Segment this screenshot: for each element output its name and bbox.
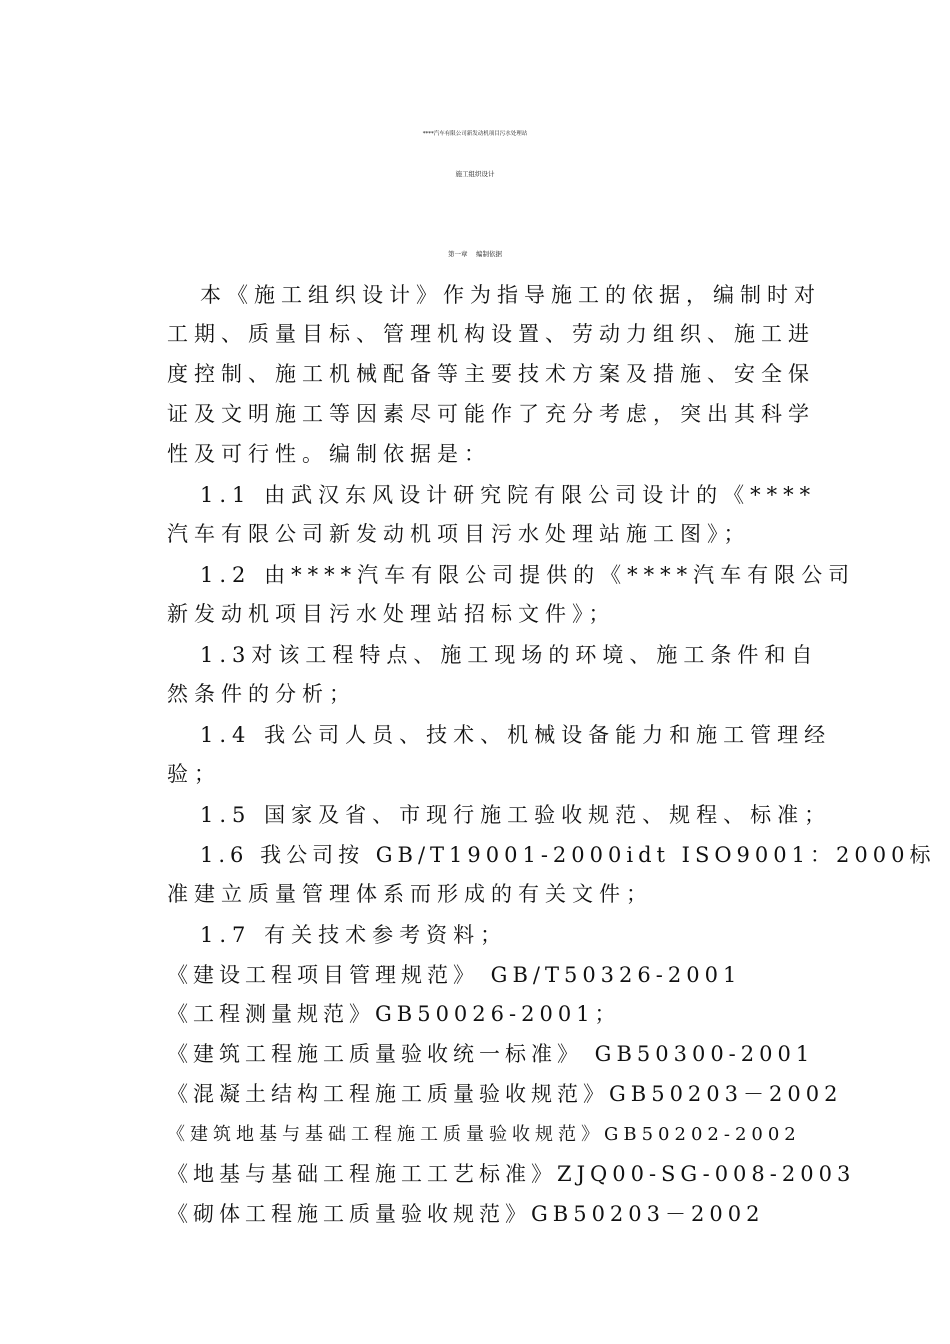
reference-item: 《建筑工程施工质量验收统一标准》 GB50300-2001: [167, 1042, 815, 1066]
reference-item: 《建设工程项目管理规范》 GB/T50326-2001: [167, 963, 742, 987]
item-1-4-line-2: 验；: [167, 762, 221, 786]
intro-line-2: 工期、质量目标、管理机构设置、劳动力组织、施工进: [167, 322, 815, 346]
document-subtitle: 施工组织设计: [455, 170, 495, 178]
item-1-2-line-1: 1.2 由****汽车有限公司提供的《****汽车有限公司: [200, 563, 856, 587]
item-1-4-line-1: 1.4 我公司人员、技术、机械设备能力和施工管理经: [200, 723, 832, 747]
item-1-1-line-1: 1.1 由武汉东风设计研究院有限公司设计的《****: [200, 483, 817, 507]
item-1-6-line-1: 1.6 我公司按 GB/T19001-2000idt ISO9001：2000标: [200, 843, 936, 867]
item-1-7-line-1: 1.7 有关技术参考资料；: [200, 923, 508, 947]
intro-line-3: 度控制、施工机械配备等主要技术方案及措施、安全保: [167, 362, 815, 386]
chapter-heading: 第一章 编制依据: [447, 250, 503, 258]
intro-line-1: 本《施工组织设计》作为指导施工的依据，编制时对: [200, 283, 821, 307]
item-1-3-line-1: 1.3对该工程特点、施工现场的环境、施工条件和自: [200, 643, 819, 667]
item-1-2-line-2: 新发动机项目污水处理站招标文件》；: [167, 602, 616, 626]
reference-item: 《地基与基础工程施工工艺标准》ZJQ00-SG-008-2003: [167, 1162, 856, 1186]
reference-item: 《建筑地基与基础工程施工质量验收规范》GB50202-2002: [167, 1124, 801, 1145]
item-1-3-line-2: 然条件的分析；: [167, 682, 356, 706]
intro-line-5: 性及可行性。编制依据是：: [167, 442, 491, 466]
reference-item: 《混凝土结构工程施工质量验收规范》GB50203－2002: [167, 1082, 843, 1106]
reference-item: 《砌体工程施工质量验收规范》GB50203－2002: [167, 1202, 765, 1226]
item-1-5-line-1: 1.5 国家及省、市现行施工验收规范、规程、标准；: [200, 803, 832, 827]
item-1-1-line-2: 汽车有限公司新发动机项目污水处理站施工图》；: [167, 522, 751, 546]
reference-item: 《工程测量规范》GB50026-2001；: [167, 1002, 621, 1026]
item-1-6-line-2: 准建立质量管理体系而形成的有关文件；: [167, 882, 653, 906]
document-title: ****汽车有限公司新发动机项目污水处理站: [422, 131, 528, 137]
intro-line-4: 证及文明施工等因素尽可能作了充分考虑，突出其科学: [167, 402, 815, 426]
